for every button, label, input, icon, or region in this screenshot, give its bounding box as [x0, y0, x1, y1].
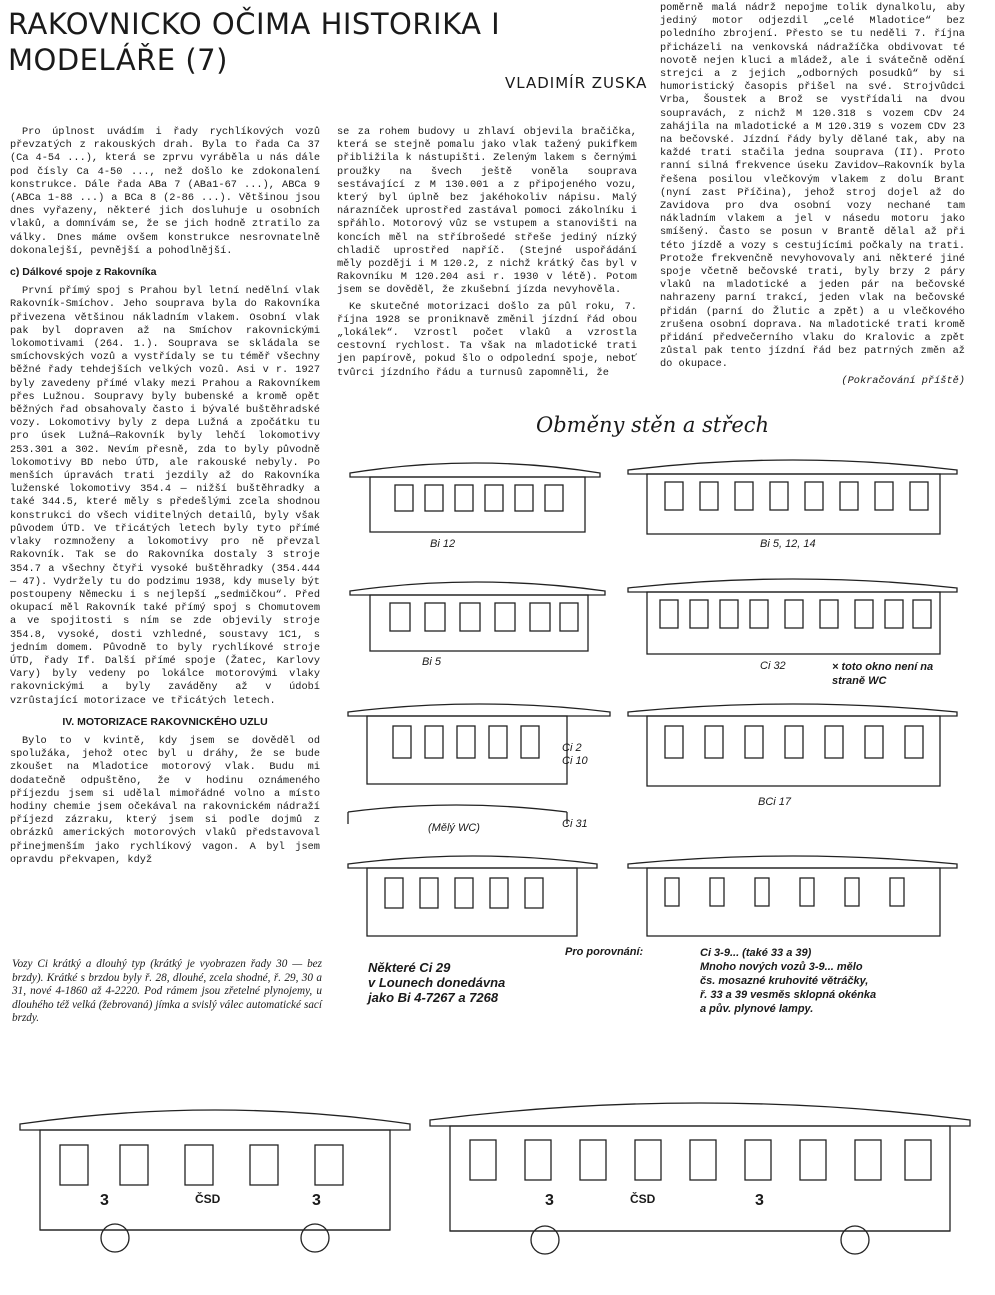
label-ci31: Ci 31 [562, 818, 588, 830]
car-mark-csd: ČSD [195, 1192, 221, 1206]
label-ci32: Ci 32 [760, 660, 786, 672]
car-drawing-ci-long [425, 1078, 975, 1258]
label-bi5: Bi 5 [422, 656, 441, 668]
label-pro-porovnani: Pro porovnání: [565, 946, 644, 958]
paragraph: Pro úplnost uvádím i řady rychlíkových vozů převzatých z rakouských drah. Byla to řada Ca 37 (Ca 4-54 ...), která se zprvu vyráběla u nás dále pod čísly Ca 4-50 ..., než došlo ke zdokonalení konstrukce. Dále řada ABa 7 (ABa1-67 ...), ABCa 9 (ABCa 1-88 ...) a BCa 8 (2-86 ...). Většinou jsou dnes vyřazeny, některé jich dosluhuje u osobních vlaků, a domnívám se, že se jich hodně ztratilo za války. Dnes máme ovšem konstrukce nesrovnatelně dokonalejší, pevnější a pohodlnější. [10, 126, 320, 257]
figure-caption: Vozy Ci krátký a dlouhý typ (krátký je vyobrazen řady 30 — bez brzdy). Krátké s brzdou byly ř. 28, dlouhé, zcela shodné, ř. 29, 30 a 31, nové 4-1860 až 4-2220. Pod rámem jsou zřetelné plynojemy, u dlouhého též velká (žebrovaná) jímka a svislý válec automatické sací brzdy. [12, 958, 322, 1024]
section-heading: IV. MOTORIZACE RAKOVNICKÉHO UZLU [62, 715, 268, 728]
car-mark-class3: 3 [755, 1192, 764, 1209]
car-drawing-ci-short [15, 1090, 415, 1255]
label-bci17: BCi 17 [758, 796, 792, 808]
paragraph: Ke skutečné motorizaci došlo za půl roku, 7. října 1928 se proniknavě změnil jízdní řád obou „lokálek“. Vzrostl počet vlaků a vzrostla cestovní rychlost. Ta však na mladotické trati jen papírově, pokud šlo o odpolední spoje, neboť tvůrci jízdního řádu a turnusů zapomněli, že [337, 300, 637, 379]
car-drawing-ci29 [345, 852, 600, 942]
label-bi5-12-14: Bi 5, 12, 14 [760, 538, 816, 550]
car-drawing-bi5-12-14 [625, 452, 960, 537]
label-mely-wc: (Mělý WC) [428, 822, 480, 834]
car-drawing-bci17 [625, 700, 960, 795]
car-mark-class3: 3 [545, 1192, 554, 1209]
label-ci2-ci10 [562, 742, 588, 768]
note-ci3-9: Ci 3-9... (také 33 a 39) Mnoho nových vozů 3-9... mělo čs. mosazné kruhovité větráčky, ř. 33 a 39 vesměs sklopná okénka a pův. plynové lampy. [700, 947, 877, 1015]
car-drawing-ci32 [625, 572, 960, 660]
car-mark-csd: ČSD [630, 1192, 656, 1206]
car-mark-class3: 3 [312, 1192, 321, 1209]
column-3 [660, 2, 965, 388]
label-bi12: Bi 12 [430, 538, 456, 550]
column-1 [10, 126, 320, 870]
paragraph: se za rohem budovy u zhlaví objevila bračička, která se stejně pomalu jako vlak tažený pukifkem přibližila k nástupišti. Zeleným lakem s černými proužky na švech ještě voněla souprava sestávající z M 130.001 a z připojeného vozu, který byl úplně bez jakéhokoliv nápisu. Malý nárazníček uprostřed zastával pomoci zákolníku i spřáhlo. Motorový vůz se vstupem a stanovišti na koncích měl na stříbrošedé střeše jediný nízký chladič uprostřed napříč. (Stejné uspořádání měly později i M 120.2, z nichž krátký čas byl v Rakovníku M 120.204 asi r. 1930 v létě). Potom jsem se dověděl, že zkušební jízda nevyhověla. [337, 126, 637, 297]
paragraph: Bylo to v kvintě, kdy jsem se dověděl od spolužáka, jehož otec byl u dráhy, že se bude zkoušet na Mladotice motorový vlak. Budu mi dodatečně odpuštěno, že v hodinu oznámeného příjezdu jsem si udělal mimořádné volno a místo hodiny chemie jsem očekával na rakovnickém nádraží příjezd zázraku, který jsem si podle dojmů z obrázků amerických motorových vlaků představoval přinejmenším jako rychlíkový vagon. A byl jsem opravdu překvapen, když [10, 734, 320, 866]
car-drawing-ci3-9 [625, 852, 960, 942]
label-ci2-ci10-text: Ci 2 Ci 10 [562, 742, 588, 767]
article-title: RAKOVNICKO OČIMA HISTORIKA I MODELÁŘE (7) [8, 7, 501, 77]
car-drawing-bi12 [345, 455, 605, 535]
paragraph: První přímý spoj s Prahou byl letní nedělní vlak Rakovník-Smíchov. Jeho souprava byla do Rakovníka přivezena většinou nákladním vlakem. Osobní vlak pak byl dopraven až na Smíchov rakovnickými lokomotivami (264. 1.). Souprava se skládala se smíchovských vozů a vystřídaly se tu téměř všechny běžné řady tehdejších velkých vozů. Asi v r. 1927 byly zavedeny přímé vlaky mezi Prahou a Rakovníkem přes Lužnou. Soupravy byly bubenské a kromě opět běžných řad obsahovaly často i bývalé buštěhradské vozy. Lokomotivy byly z depa Lužná a zpočátku tu pro úsek Lužná—Rakovník byly lehčí lokomotivy 253.301 a 302. Nevím přesně, zda to byly původně lokomotivy BD nebo ÚTD, ale rakouské nebyly. Po menších úpravách trati jezdily až do Rakovníka luženské lokomotivy 354.4 — nižší buštěhradky a také 344.5, které měly s předešlými zcela shodnou konstrukci do všech viditelných detailů, byly však původem ÚTD. Ve třicátých letech byly tyto přímé vlaky rozmnoženy a lokomotivy pro ně převzal Rakovník. Tak se do Rakovníka dostaly 3 stroje 354.7 a všechny čtyři vysoké buštěhradky (354.444 — 47). Vydržely tu do podzimu 1938, kdy musely být postoupeny Německu i s nejlepší „sedmičkou“. Před okupací měl Rakovník také přímý spoj s Chomutovem a ve spojitosti s ním se zde objevily stroje 354.8, vysoké, dosti vzhledné, soustavy 1C1, s jedním domem. Původně to byly rychlíkové stroje ÚTD, řady If. Další přímé spoje (Žatec, Karlovy Vary) byly vedeny po lokálce motorovými vlaky rakovnickými a byly zaváděny až v údobí vzrůstající motorizace ve třicátých letech. [10, 285, 320, 707]
column-2 [337, 126, 637, 383]
note-ci32-window: × toto okno není na straně WC [832, 661, 934, 687]
continued-note: (Pokračování příště) [841, 374, 965, 387]
car-mark-class3: 3 [100, 1192, 109, 1209]
paragraph: poměrně malá nádrž nepojme tolik dynalkolu, aby jediný motor odjezdil „celé Mladotice“ bez poledního zbrojení. Přesto se tu neděli 7. října přicházeli na venkovská nádražíčka obdivovat té novotě nejen kluci a mládež, ale i svátečně odění strejci a z jejich „odborných posudků“ by si humoristický časopis přišel na své. Strojvůdci Vrba, Šoustek a Brož se vystřídali na dvou soupravách, z nichž M 120.318 s vozem CDv 24 zahájila na mladotické a M 120.319 s vozem CDv 23 na bečovské. Jízdní řády byly dělané tak, aby na každé trati stačila jedna souprava (II). Proto ranní silná frekvence úseku Zavidov—Rakovník byla řešena posilou vlečkovým vlakem z dolu Brant (nyní zast Příčina), jehož stroj dojel až do Zavidova pro dva osobní vozy nechané tam nákladním vlakem a jel v násedu motoru jako smíšený. Často se posun v Brantě dělal až při této jízdě a vozy s cestujícími počkaly na trati. Protože frekvenčně nevyhovovaly ani některé jiné spoje včetně bečovské trati, byly brzy 2 páry vlaků na mladotické a jeden pár na bečovské nahrazeny parní trakcí, jeden vlak na bečovské přidán (parní do Žlutic a zpět) a u vlečkového zrušena osobní doprava. Na mladotické trati kromě přidání předvečerního vlaku do Kralovic a zpět zůstal pak tento jízdní řád bez patrných změn až do okupace. [660, 2, 965, 371]
note-ci29: Některé Ci 29 v Lounech donedávna jako Bi 4-7267 a 7268 [368, 960, 506, 1005]
section-heading: c) Dálkové spoje z Rakovníka [10, 266, 157, 279]
drawings-title: Obměny stěn a střech [536, 413, 770, 437]
car-drawing-bi5 [345, 575, 610, 655]
author-name: VLADIMÍR ZUSKA [505, 74, 648, 92]
